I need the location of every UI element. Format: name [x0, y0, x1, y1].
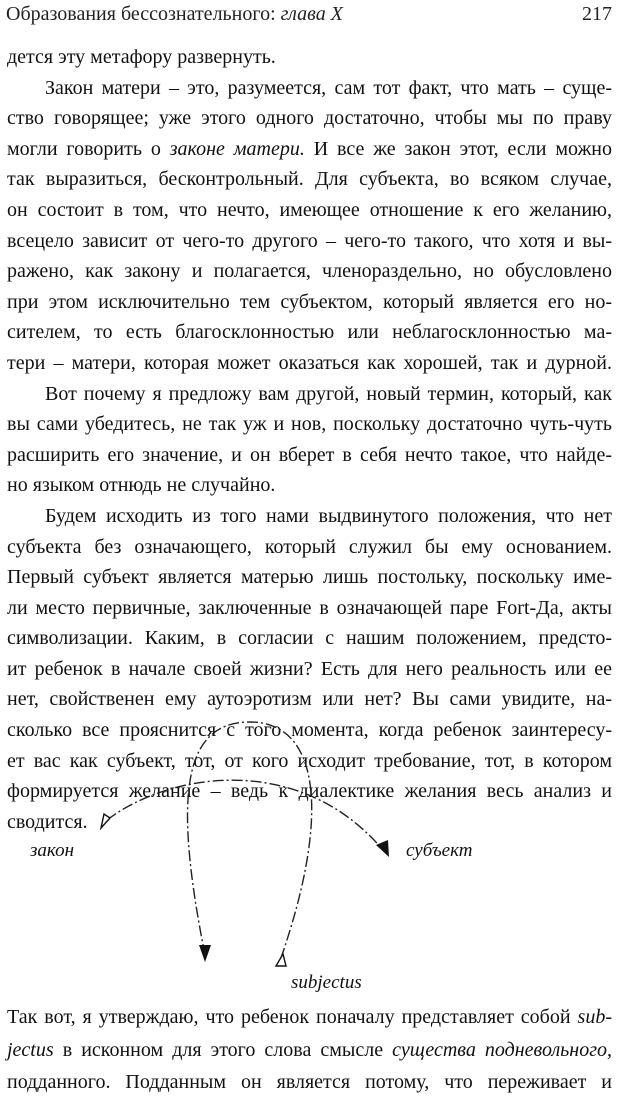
- text-line: [7, 593, 612, 624]
- text-line: [7, 684, 612, 715]
- text-line: [7, 562, 612, 593]
- text-segment: он состоит в том, что нечто, имеющее отношение к его желанию,: [7, 198, 612, 221]
- italic-text: существа подневольного,: [392, 1038, 612, 1061]
- text-line: [7, 1001, 612, 1034]
- text-segment: сителем, то есть благосклонностью или неблагосклонностью ма-: [7, 321, 612, 344]
- text-line: [7, 379, 612, 410]
- text-segment: И все же закон этот, если можно: [304, 137, 612, 160]
- text-segment: в исконном для этого слова смысле: [53, 1038, 393, 1061]
- text-segment: нет, свойственен ему аутоэротизм или нет? Вы сами увидите, на-: [7, 688, 612, 711]
- text-line: [7, 226, 612, 257]
- text-segment: Закон матери – это, разумеется, сам тот факт, что мать – суще-: [45, 76, 612, 99]
- text-segment: ство говорящее; уже этого одного достаточно, чтобы мы по праву: [7, 107, 612, 130]
- text-segment: но языком отнюдь не случайно.: [7, 474, 276, 497]
- text-line: [7, 256, 612, 287]
- text-segment: подданного. Подданным он является потому, что переживает и: [7, 1071, 612, 1093]
- text-segment: субъекта без означающего, который служил бы ему основанием.: [7, 535, 612, 558]
- text-line: [7, 73, 612, 104]
- label-subjectus: subjectus: [291, 972, 362, 993]
- text-line: [7, 715, 612, 746]
- text-segment: Так вот, я утверждаю, что ребенок поначалу представляет собой: [7, 1006, 578, 1028]
- text-segment: так выразиться, бесконтрольный. Для субъекта, во всяком случае,: [7, 168, 612, 191]
- text-segment: формируется желание – ведь к диалектике желания весь анализ и: [7, 780, 612, 803]
- label-law: закон: [30, 840, 75, 861]
- text-line: [7, 440, 612, 471]
- text-line: [7, 409, 612, 440]
- text-line: [7, 532, 612, 563]
- text-segment: Будем исходить из того нами выдвинутого положения, что нет: [45, 504, 612, 527]
- text-line: [7, 807, 612, 838]
- chapter-title: Образования бессознательного:: [6, 3, 281, 25]
- page-number: 217: [582, 3, 612, 25]
- text-segment: всецело зависит от чего-то другого – чего-то такого, что хотя и вы-: [7, 229, 612, 252]
- text-line: [7, 348, 612, 379]
- text-segment: сводится.: [7, 810, 88, 833]
- text-segment: ет вас как субъект, тот, от кого исходит требование, тот, в котором: [7, 749, 612, 772]
- text-line: [7, 470, 612, 501]
- italic-text: законе матери.: [169, 137, 305, 160]
- text-segment: при этом исключительно тем субъектом, который является его но-: [7, 290, 612, 313]
- text-line: [7, 746, 612, 777]
- text-line: [7, 317, 612, 348]
- body-text-continued: [7, 1001, 612, 1099]
- italic-text: sub-: [577, 1006, 612, 1028]
- text-line: [7, 776, 612, 807]
- text-segment: тери – матери, которая может оказаться как хорошей, так и дурной.: [7, 351, 612, 374]
- text-segment: сколько все прояснится с того момента, когда ребенок заинтересу-: [7, 719, 612, 742]
- running-header: [6, 0, 612, 30]
- text-segment: ражено, как закону и полагается, членораздельно, но обусловлено: [7, 260, 612, 283]
- arrowhead-right-icon: [376, 840, 389, 857]
- body-text: [7, 42, 612, 837]
- text-segment: вы сами убедитесь, не так уж и нов, поскольку достаточно чуть-чуть: [7, 413, 612, 436]
- text-segment: символизации. Каким, в согласии с нашим положением, предсто-: [7, 627, 612, 650]
- text-segment: ит ребенок в начале своей жизни? Есть для него реальность или ее: [7, 657, 612, 680]
- text-line: [7, 654, 612, 685]
- text-line: [7, 623, 612, 654]
- text-segment: Вот почему я предложу вам другой, новый термин, который, как: [45, 382, 612, 405]
- text-line: [7, 501, 612, 532]
- text-line: [7, 287, 612, 318]
- text-line: [7, 103, 612, 134]
- text-line: [7, 42, 612, 73]
- text-segment: дется эту метафору развернуть.: [7, 46, 276, 68]
- text-segment: Первый субъект является матерью лишь постольку, поскольку име-: [7, 566, 612, 589]
- text-segment: могли говорить о: [7, 137, 170, 160]
- text-line: [7, 1066, 612, 1099]
- text-segment: ли место первичные, заключенные в означающей паре Fort-Да, акты: [7, 596, 612, 619]
- arrowhead-down-icon: [199, 945, 211, 962]
- text-line: [7, 134, 612, 165]
- text-segment: расширить его значение, и он вберет в себя нечто такое, что найде-: [7, 443, 612, 466]
- open-triangle-icon: [276, 954, 286, 966]
- italic-text: jectus: [7, 1038, 54, 1061]
- text-line: [7, 1034, 612, 1067]
- text-line: [7, 164, 612, 195]
- label-subject: субъект: [406, 840, 473, 861]
- text-line: [7, 195, 612, 226]
- chapter-title-italic: глава X: [280, 3, 343, 25]
